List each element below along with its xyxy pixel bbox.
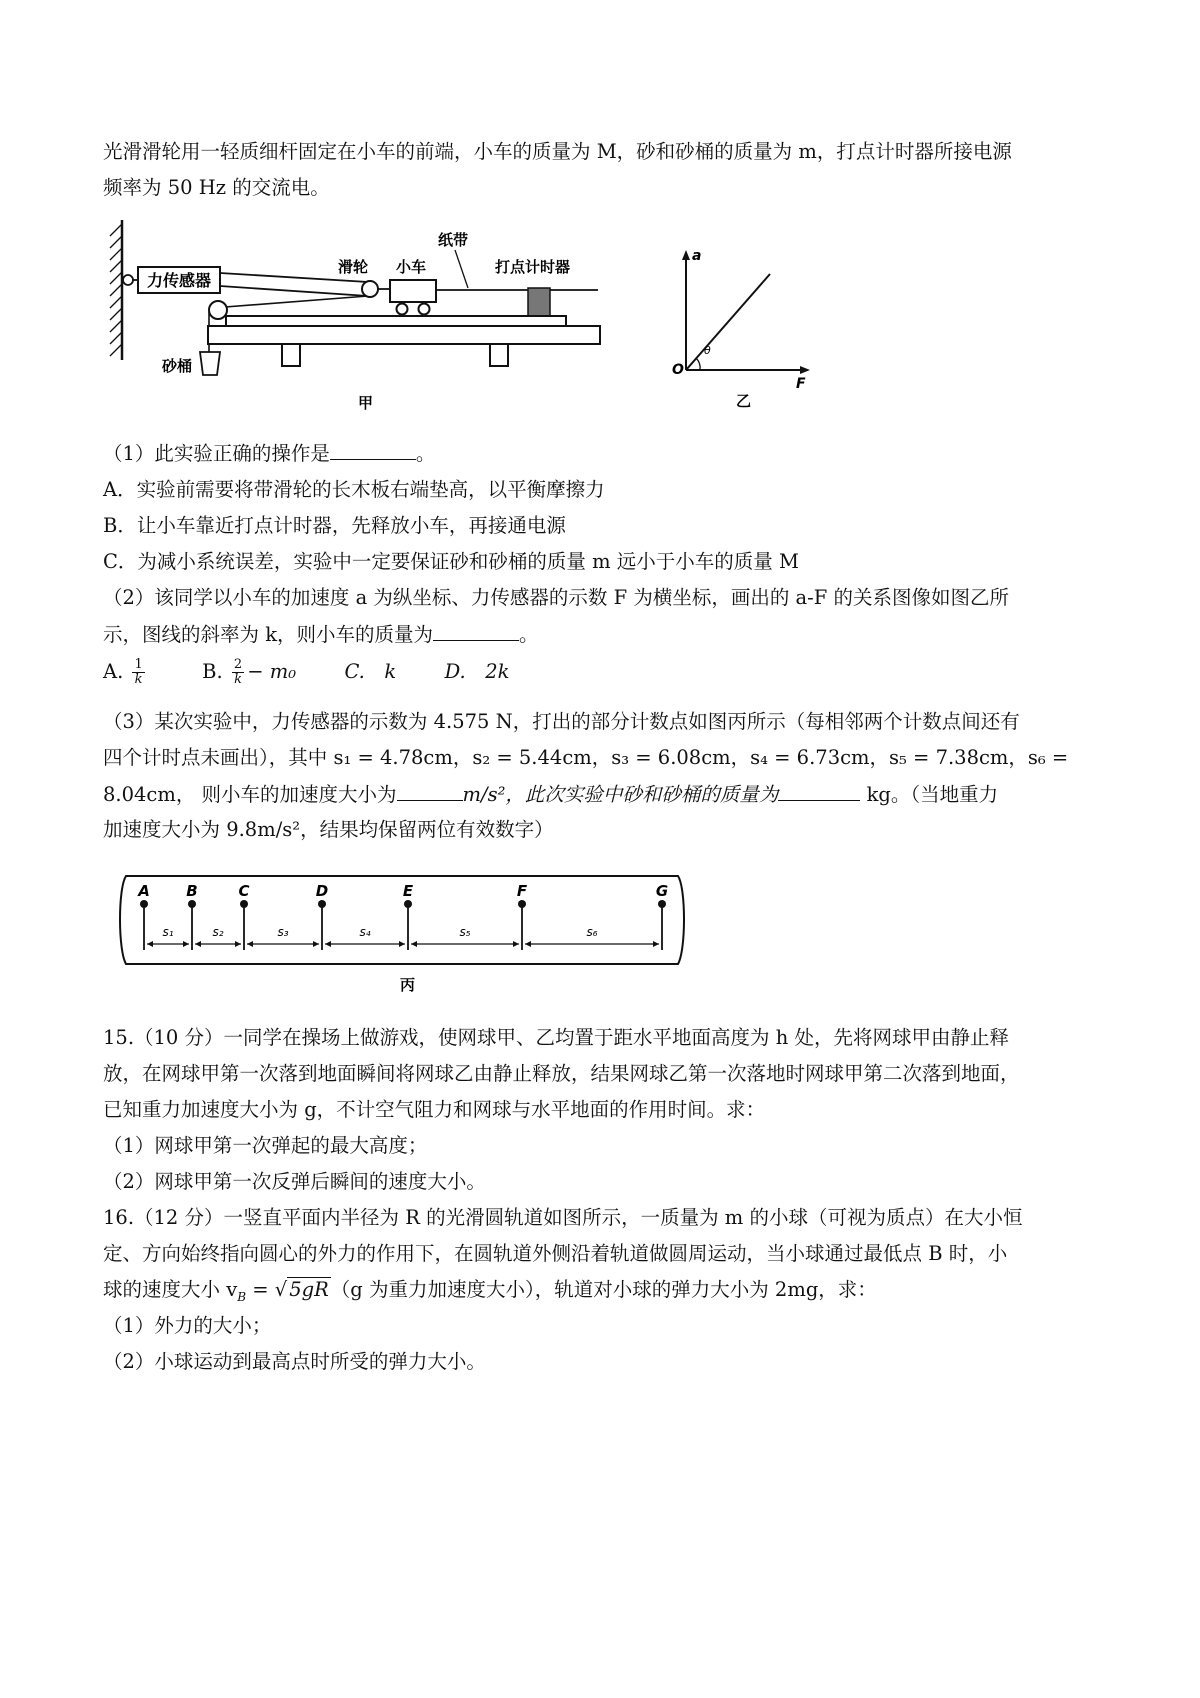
q15-line2: 放，在网球甲第一次落到地面瞬间将网球乙由静止释放，结果网球乙第一次落地时网球甲第二次落到地面， bbox=[103, 1062, 1020, 1085]
choice-b-fraction: $\frac{2}{k}$ bbox=[233, 657, 243, 687]
q16-sub2: （2）小球运动到最高点时所受的弹力大小。 bbox=[103, 1350, 486, 1373]
pulley-label: 滑轮 bbox=[338, 258, 369, 276]
tape-point-label: G bbox=[655, 882, 669, 900]
segment-label: s₂ bbox=[212, 925, 224, 939]
figure-bing-tape bbox=[112, 868, 692, 998]
graph-line bbox=[686, 274, 770, 370]
q14-option-c: C．为减小系统误差，实验中一定要保证砂和砂桶的质量 m 远小于小车的质量 M bbox=[103, 550, 799, 573]
answer-blank-3[interactable] bbox=[397, 782, 463, 801]
sqrt-5gr: 5gR bbox=[289, 1278, 329, 1301]
q14-part2-line2: 示，图线的斜率为 k，则小车的质量为 。 bbox=[103, 623, 539, 646]
answer-blank-4[interactable] bbox=[778, 782, 860, 801]
q14-part2-choices: A. $\frac{1}{k}$ B. $\frac{2}{k}$ − m₀ C. k D. 2k bbox=[103, 657, 510, 687]
q14-option-a: A．实验前需要将带滑轮的长木板右端垫高，以平衡摩擦力 bbox=[103, 478, 605, 501]
segment-label: s₄ bbox=[359, 925, 371, 939]
force-sensor-label: 力传感器 bbox=[146, 271, 212, 290]
timer bbox=[528, 288, 550, 316]
figure-yi-graph bbox=[660, 240, 820, 420]
tape-point-label: A bbox=[138, 882, 150, 900]
q15-sub2: （2）网球甲第一次反弹后瞬间的速度大小。 bbox=[103, 1170, 486, 1193]
segment-label: s₃ bbox=[277, 925, 289, 939]
angle-label: θ bbox=[704, 344, 711, 357]
segment-label: s₁ bbox=[162, 925, 174, 939]
cart-label: 小车 bbox=[396, 258, 427, 276]
q16-line2: 定、方向始终指向圆心的外力的作用下，在圆轨道外侧沿着轨道做圆周运动，当小球通过最低点 B 时，小 bbox=[103, 1242, 1008, 1265]
q14-part2-line1: （2）该同学以小车的加速度 a 为纵坐标、力传感器的示数 F 为横坐标，画出的 a-F 的关系图像如图乙所 bbox=[103, 586, 1009, 609]
bucket-label: 砂桶 bbox=[162, 357, 193, 375]
table-top bbox=[208, 326, 600, 344]
sand-bucket bbox=[200, 352, 220, 375]
x-axis-label: F bbox=[796, 376, 806, 392]
choice-d: D. 2k bbox=[444, 660, 510, 683]
q16-sub1: （1）外力的大小； bbox=[103, 1314, 272, 1337]
intro-line-1: 光滑滑轮用一轻质细杆固定在小车的前端，小车的质量为 M，砂和砂桶的质量为 m，打点计时器所接电源 bbox=[103, 140, 1012, 163]
q14-option-b: B．让小车靠近打点计时器，先释放小车，再接通电源 bbox=[103, 514, 566, 537]
q14-part3-line1: （3）某次实验中，力传感器的示数为 4.575 N，打出的部分计数点如图丙所示（每相邻两个计数点间还有 bbox=[103, 710, 1020, 733]
figure-bing-caption: 丙 bbox=[400, 976, 416, 994]
choice-a-fraction: $\frac{1}{k}$ bbox=[134, 657, 143, 687]
y-axis-label: a bbox=[692, 248, 702, 264]
tape-point-label: F bbox=[516, 882, 528, 900]
origin-label: O bbox=[672, 362, 684, 378]
choice-c: C. k bbox=[344, 660, 397, 683]
figure-jia-apparatus bbox=[100, 210, 660, 430]
timer-label: 打点计时器 bbox=[495, 258, 571, 276]
q14-part3-line4: 加速度大小为 9.8m/s²，结果均保留两位有效数字） bbox=[103, 818, 554, 841]
q15-line1: 15.（10 分）一同学在操场上做游戏，使网球甲、乙均置于距水平地面高度为 h 处，先将网球甲由静止释 bbox=[103, 1026, 1009, 1049]
tape-point-label: C bbox=[238, 882, 250, 900]
q16-line1: 16.（12 分）一竖直平面内半径为 R 的光滑圆轨道如图所示，一质量为 m 的小球（可视为质点）在大小恒 bbox=[103, 1206, 1023, 1229]
figure-yi-caption: 乙 bbox=[736, 392, 752, 410]
q14-part1: （1）此实验正确的操作是 。 bbox=[103, 442, 436, 465]
segment-label: s₅ bbox=[459, 925, 471, 939]
segment-label: s₆ bbox=[586, 925, 598, 939]
q14-part3-line2: 四个计时点未画出），其中 s₁ = 4.78cm，s₂ = 5.44cm，s₃ = 6.08cm，s₄ = 6.73cm，s₅ = 7.38cm，s₆ = bbox=[103, 746, 1069, 769]
tape-point-label: B bbox=[186, 882, 198, 900]
tape-point-label: D bbox=[315, 882, 329, 900]
table-pulley bbox=[209, 301, 227, 319]
q14-part1-stem: （1）此实验正确的操作是 bbox=[103, 442, 330, 465]
q14-part3-line3: 8.04cm， 则小车的加速度大小为 m/s²，此次实验中砂和砂桶的质量为 kg。（当地重力 bbox=[103, 783, 999, 806]
tape-point-label: E bbox=[402, 882, 414, 900]
answer-blank-2[interactable] bbox=[433, 622, 519, 641]
answer-blank-1[interactable] bbox=[330, 441, 416, 460]
intro-line-2: 频率为 50 Hz 的交流电。 bbox=[103, 176, 330, 199]
cart bbox=[390, 280, 436, 302]
tape-label: 纸带 bbox=[438, 231, 469, 249]
long-board bbox=[226, 316, 566, 326]
figure-jia-caption: 甲 bbox=[358, 394, 374, 412]
q15-sub1: （1）网球甲第一次弹起的最大高度； bbox=[103, 1134, 428, 1157]
cart-pulley bbox=[362, 281, 378, 297]
q15-line3: 已知重力加速度大小为 g，不计空气阻力和网球与水平地面的作用时间。求： bbox=[103, 1098, 766, 1121]
q16-line3: 球的速度大小 $v_B$ = √ 5gR （g 为重力加速度大小），轨道对小球的弹力大小为 2mg，求： bbox=[103, 1278, 877, 1304]
